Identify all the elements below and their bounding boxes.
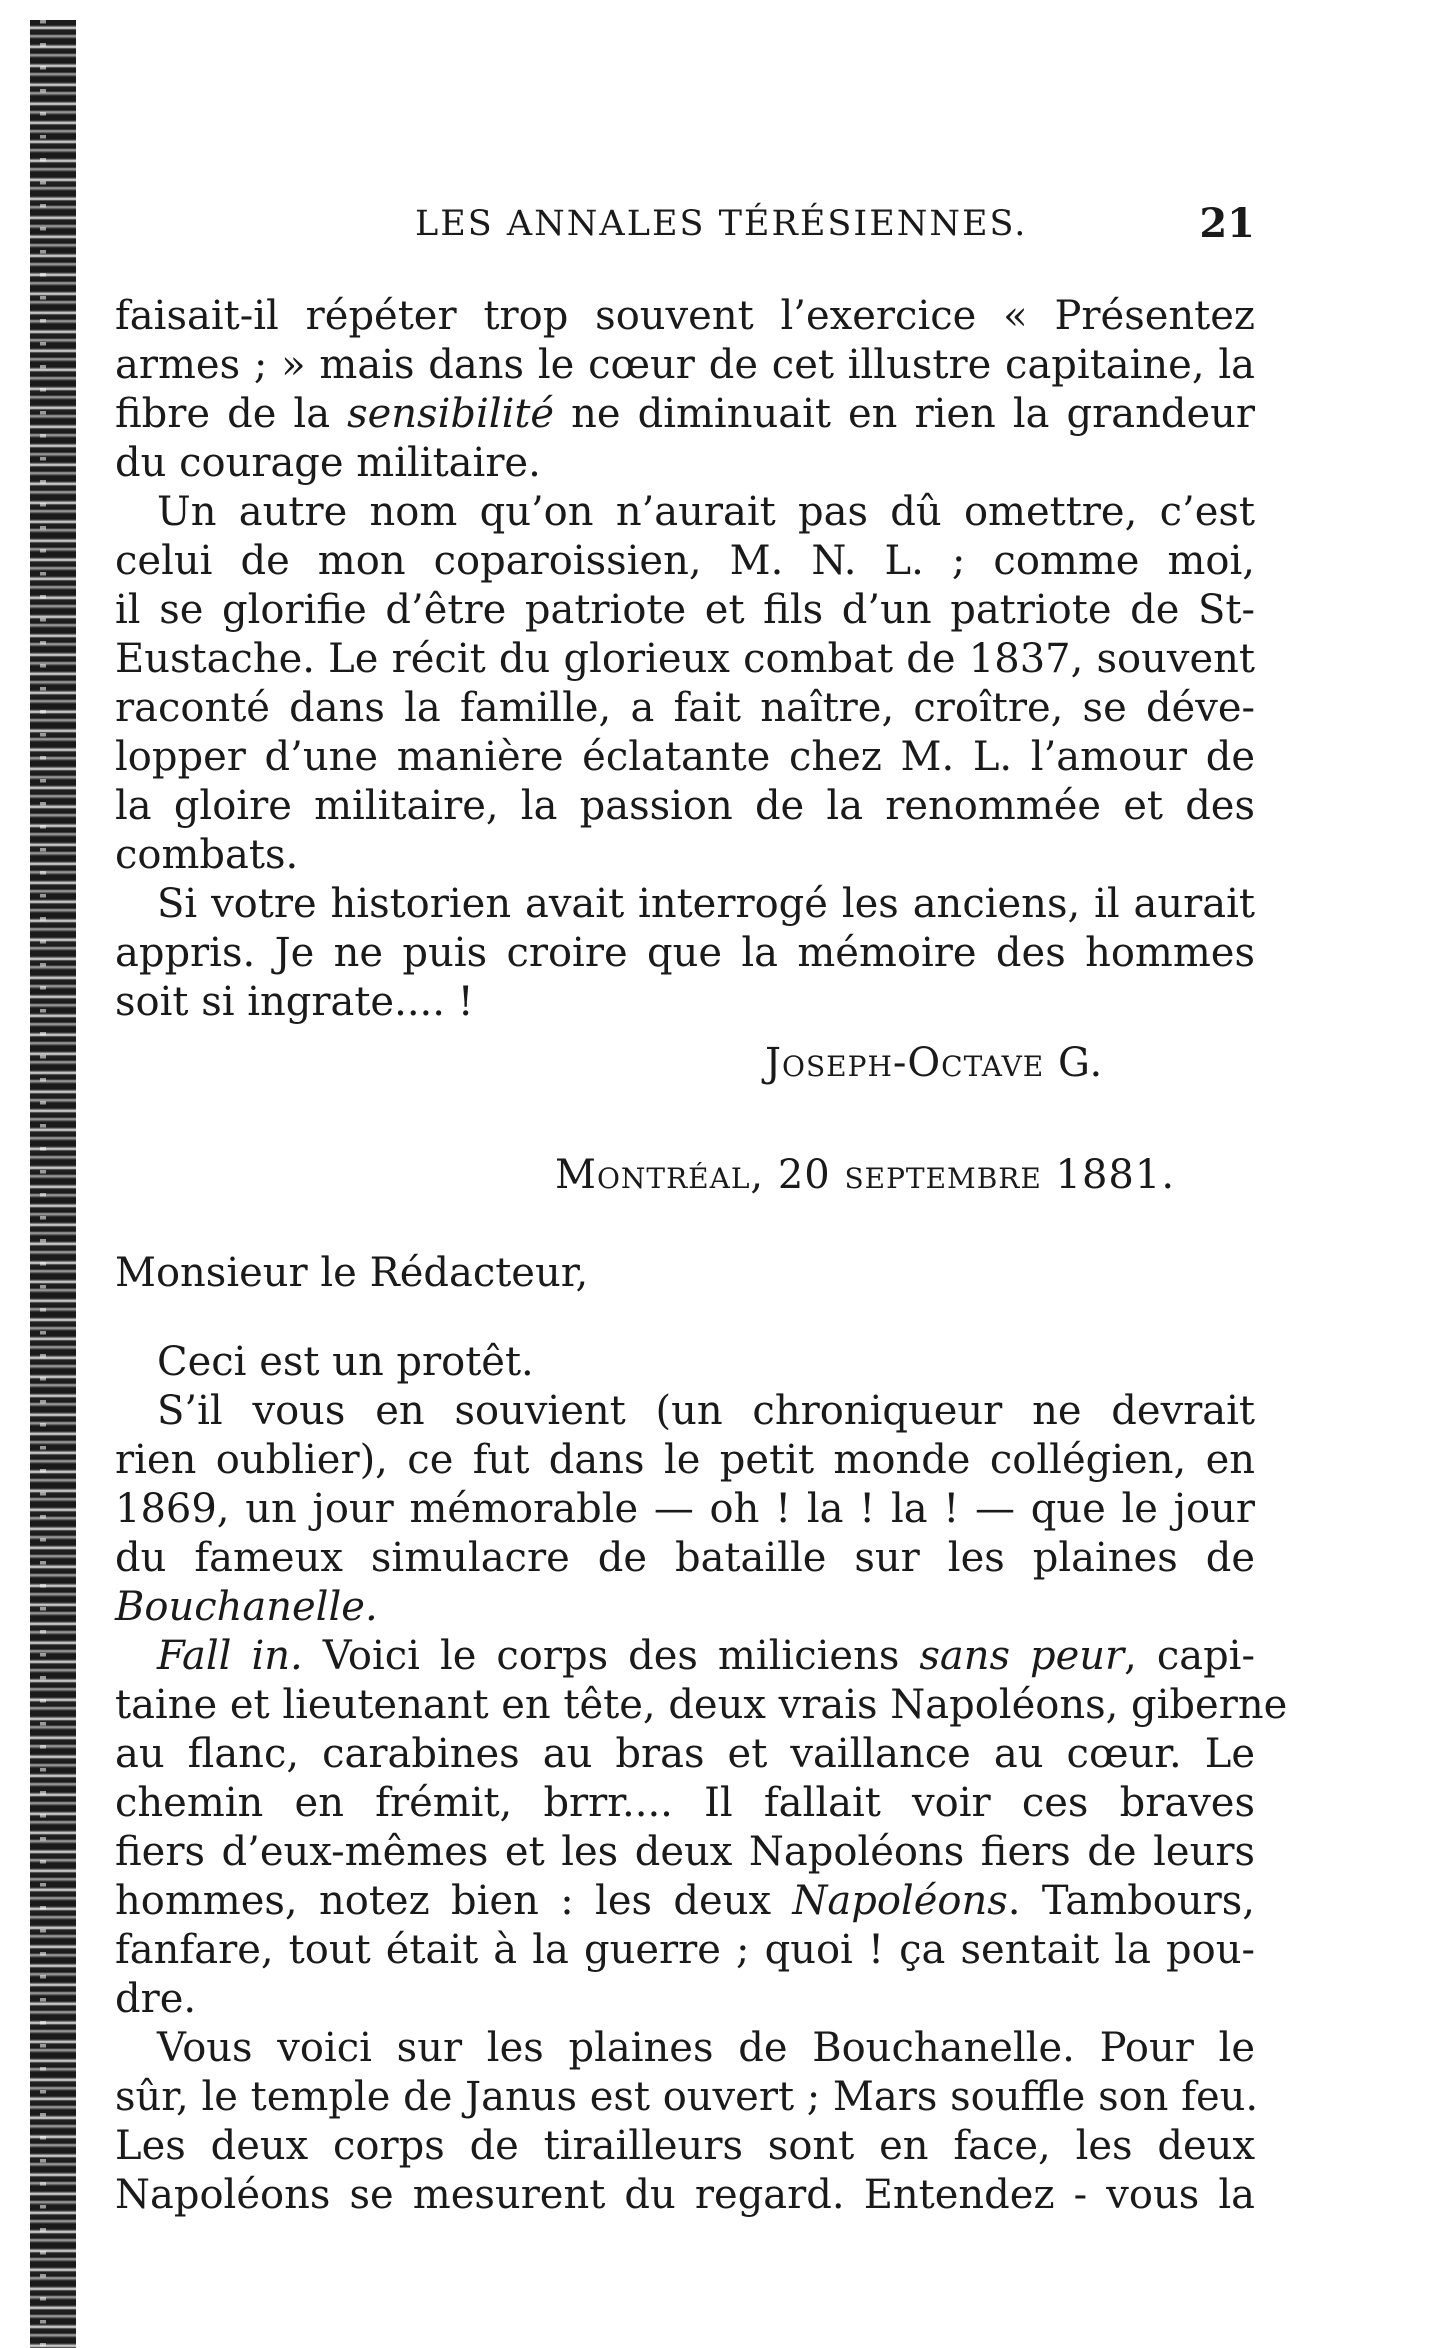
running-head xyxy=(115,196,1255,252)
text-line xyxy=(115,831,1255,880)
text-segment: , capi- xyxy=(1124,1633,1255,1679)
text-segment: S’il vous en souvient (un chroniqueur ne devrait xyxy=(157,1388,1255,1434)
text-segment: Voici le corps des miliciens xyxy=(302,1633,920,1679)
text-segment: Vous voici sur les plaines de Bouchanelle. Pour le xyxy=(157,2025,1255,2071)
text-line xyxy=(115,1583,1255,1632)
italic-text: sans peur xyxy=(919,1633,1125,1679)
italic-text: Fall in. xyxy=(157,1633,303,1679)
salutation: Monsieur le Rédacteur, xyxy=(115,1250,589,1296)
text-line xyxy=(115,1877,1255,1926)
italic-text: Bouchanelle. xyxy=(115,1584,378,1630)
text-line xyxy=(115,880,1255,929)
binding-edge xyxy=(30,20,76,2348)
text-segment: sûr, le temple de Janus est ouvert ; Mars souffle son feu. xyxy=(115,2074,1259,2120)
text-segment: Si votre historien avait interrogé les anciens, il aurait xyxy=(157,881,1255,927)
text-segment: armes ; » mais dans le cœur de cet illustre capitaine, la xyxy=(115,342,1255,388)
text-line xyxy=(115,1975,1255,2024)
text-line xyxy=(115,1387,1255,1436)
text-line xyxy=(115,2171,1255,2220)
text-segment: dre. xyxy=(115,1976,197,2022)
text-line xyxy=(115,733,1255,782)
text-segment: fibre de la xyxy=(115,391,348,437)
text-segment: Napoléons se mesurent du regard. Entendez - vous la xyxy=(115,2172,1255,2218)
text-segment: taine et lieutenant en tête, deux vrais Napoléons, giberne xyxy=(115,1682,1288,1728)
text-segment: celui de mon coparoissien, M. N. L. ; comme moi, xyxy=(115,538,1255,584)
text-segment: chemin en frémit, brrr.... Il fallait voir ces braves xyxy=(115,1780,1255,1826)
text-line xyxy=(115,2073,1259,2122)
text-segment: Les deux corps de tirailleurs sont en face, les deux xyxy=(115,2123,1255,2169)
page-number: 21 xyxy=(1199,200,1255,247)
text-segment: Un autre nom qu’on n’aurait pas dû omettre, c’est xyxy=(157,489,1255,535)
text-line xyxy=(115,684,1255,733)
text-segment: fanfare, tout était à la guerre ; quoi ! ça sentait la pou- xyxy=(115,1927,1255,1973)
italic-text: Napoléons xyxy=(792,1878,1008,1924)
text-segment: hommes, notez bien : les deux xyxy=(115,1878,793,1924)
letter-1-body xyxy=(115,292,1255,1027)
text-line xyxy=(115,586,1255,635)
text-line xyxy=(115,537,1255,586)
text-line xyxy=(115,1485,1255,1534)
text-line xyxy=(115,2024,1255,2073)
text-segment: du fameux simulacre de bataille sur les plaines de xyxy=(115,1535,1255,1581)
text-line xyxy=(115,978,1255,1027)
text-segment: au flanc, carabines au bras et vaillance au cœur. Le xyxy=(115,1731,1255,1777)
text-segment: la gloire militaire, la passion de la renommée et des xyxy=(115,783,1255,829)
text-line xyxy=(115,1632,1255,1681)
text-segment: soit si ingrate.... ! xyxy=(115,979,474,1025)
text-segment: fiers d’eux-mêmes et les deux Napoléons fiers de leurs xyxy=(115,1829,1255,1875)
text-line xyxy=(115,1779,1255,1828)
text-segment: appris. Je ne puis croire que la mémoire des hommes xyxy=(115,930,1255,976)
text-segment: combats. xyxy=(115,832,299,878)
italic-text: sensibilité xyxy=(347,391,555,437)
text-segment: 1869, un jour mémorable — oh ! la ! la ! — que le jour xyxy=(115,1486,1255,1532)
text-line xyxy=(115,488,1255,537)
text-line xyxy=(115,635,1255,684)
text-line xyxy=(115,1436,1255,1485)
text-segment: faisait-il répéter trop souvent l’exercice « Présentez xyxy=(115,293,1255,339)
dateline: Montréal, 20 septembre 1881. xyxy=(555,1152,1176,1198)
text-line xyxy=(115,2122,1255,2171)
letter-2-body xyxy=(115,1338,1288,2220)
text-line xyxy=(115,341,1255,390)
text-segment: raconté dans la famille, a fait naître, croître, se déve- xyxy=(115,685,1255,731)
text-segment: il se glorifie d’être patriote et fils d’un patriote de St- xyxy=(115,587,1255,633)
text-line xyxy=(115,1338,1255,1387)
running-title: LES ANNALES TÉRÉSIENNES. xyxy=(415,204,1028,244)
text-line xyxy=(115,292,1255,341)
text-segment: lopper d’une manière éclatante chez M. L. l’amour de xyxy=(115,734,1255,780)
text-line xyxy=(115,782,1255,831)
text-line xyxy=(115,1534,1255,1583)
text-segment: Ceci est un protêt. xyxy=(157,1339,534,1385)
text-segment: Eustache. Le récit du glorieux combat de 1837, souvent xyxy=(115,636,1255,682)
text-segment: rien oublier), ce fut dans le petit monde collégien, en xyxy=(115,1437,1255,1483)
text-line xyxy=(115,1681,1288,1730)
text-line xyxy=(115,1926,1255,1975)
text-line xyxy=(115,1828,1255,1877)
text-line xyxy=(115,929,1255,978)
text-line xyxy=(115,1730,1255,1779)
text-segment: ne diminuait en rien la grandeur xyxy=(554,391,1256,437)
text-line xyxy=(115,390,1255,439)
text-line xyxy=(115,439,1255,488)
text-segment: du courage militaire. xyxy=(115,440,541,486)
text-segment: . Tambours, xyxy=(1007,1878,1256,1924)
signature: Joseph-Octave G. xyxy=(765,1040,1104,1086)
